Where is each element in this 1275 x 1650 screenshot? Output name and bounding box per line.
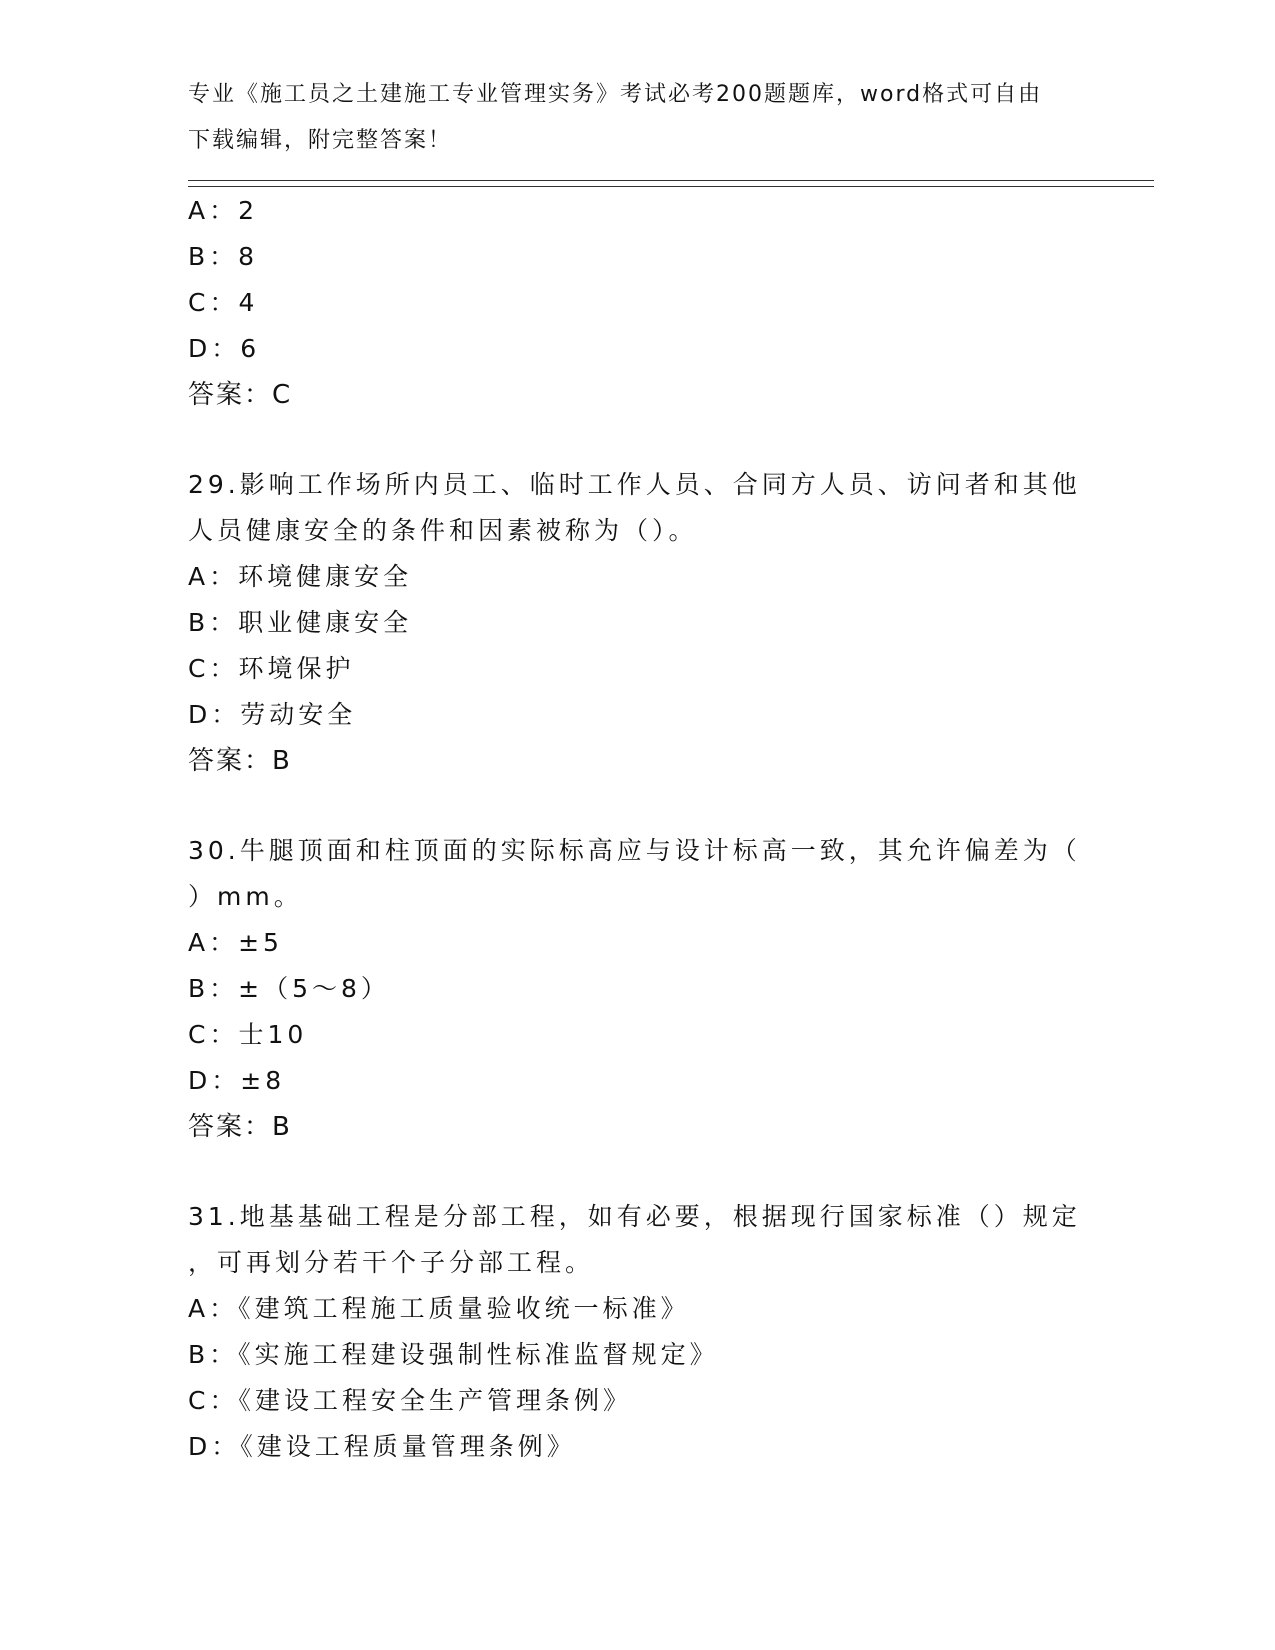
option-b: B：8 [188,242,259,271]
question-list [188,188,1088,1470]
option-d: D：±8 [188,1066,286,1095]
question-31 [188,1194,1088,1470]
document-header [188,72,1088,164]
option-d: D：劳动安全 [188,700,357,729]
option-d: D：《建设工程质量管理条例》 [188,1432,576,1461]
question-29 [188,462,1088,784]
question-stem-line-1: 29.影响工作场所内员工、临时工作人员、合同方人员、访问者和其他 [188,470,1081,499]
option-b: B：±（5～8） [188,974,390,1003]
question-28-options [188,188,1088,418]
option-c: C：《建设工程安全生产管理条例》 [188,1386,632,1415]
question-stem-line-2: 人员健康安全的条件和因素被称为（）。 [188,516,698,545]
option-a: A：环境健康安全 [188,562,413,591]
option-b: B：职业健康安全 [188,608,413,637]
option-c: C：环境保护 [188,654,355,683]
question-stem-line-2: ）mm。 [188,882,303,911]
question-30 [188,828,1088,1150]
option-c: C：4 [188,288,259,317]
option-a: A：2 [188,196,259,225]
question-stem-line-2: ，可再划分若干个子分部工程。 [188,1248,595,1277]
question-stem-line-1: 30.牛腿顶面和柱顶面的实际标高应与设计标高一致，其允许偏差为（ [188,836,1081,865]
answer: 答案：B [188,746,292,776]
option-c: C：士10 [188,1020,308,1049]
answer: 答案：B [188,1112,292,1142]
header-title-line-2: 下载编辑，附完整答案！ [188,128,453,153]
header-title-line-1: 专业《施工员之土建施工专业管理实务》考试必考200题题库，word格式可自由 [188,82,1043,107]
answer: 答案：C [188,380,293,410]
option-d: D：6 [188,334,261,363]
question-stem-line-1: 31.地基基础工程是分部工程，如有必要，根据现行国家标准（）规定 [188,1202,1081,1231]
option-a: A：±5 [188,928,283,957]
option-a: A：《建筑工程施工质量验收统一标准》 [188,1294,690,1323]
header-divider [188,180,1154,187]
option-b: B：《实施工程建设强制性标准监督规定》 [188,1340,719,1369]
